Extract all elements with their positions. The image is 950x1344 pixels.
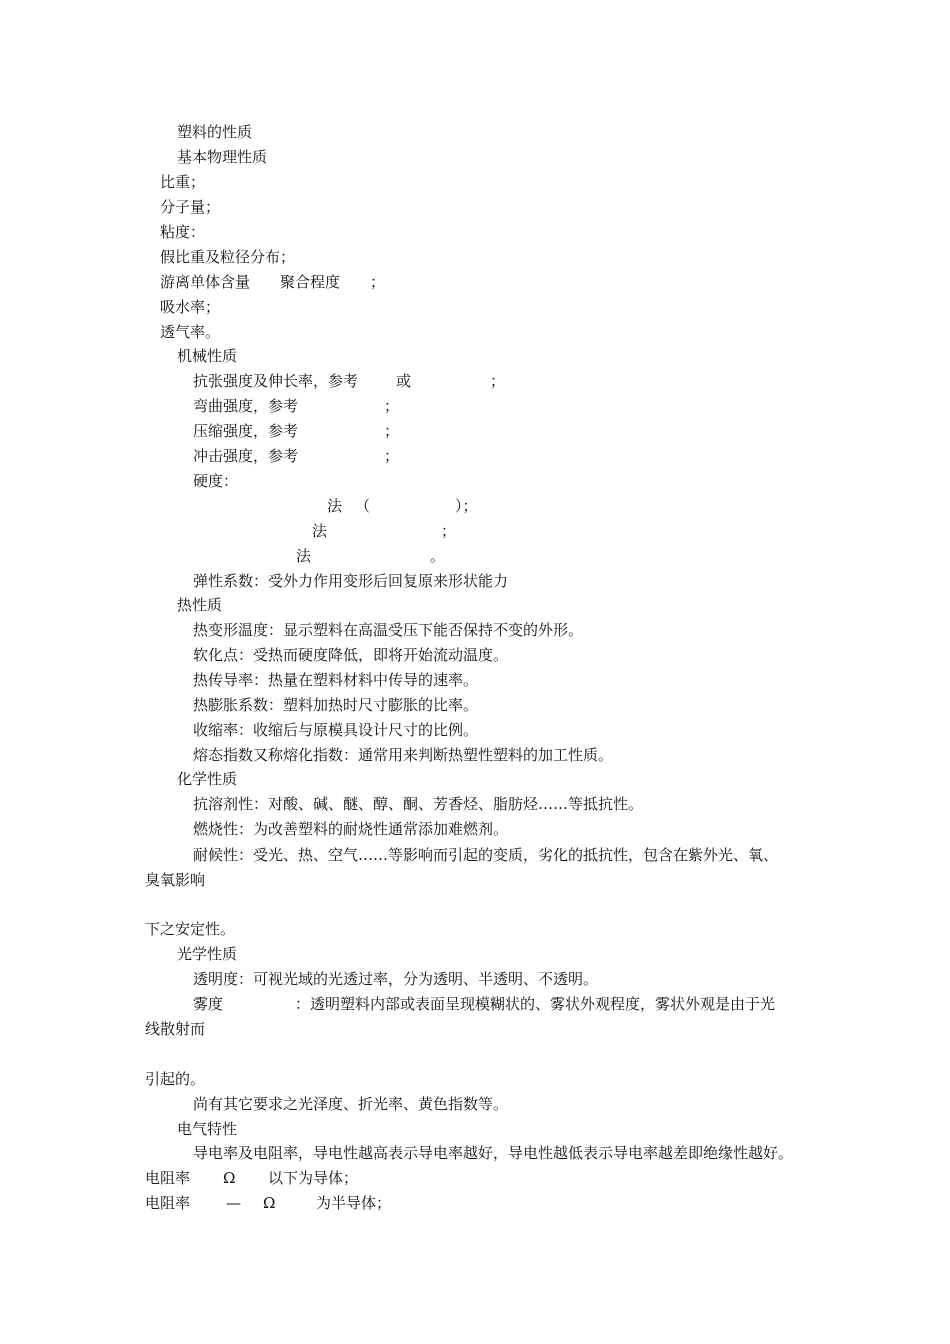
list-item: 法 [312,522,328,540]
list-item: 雾度 [193,995,224,1013]
list-item: 透气率。 [160,323,221,341]
list-item: 电阻率 [145,1194,191,1212]
list-item: 假比重及粒径分布； [160,248,296,266]
list-item: 硬度： [193,472,239,490]
list-item: 下之安定性。 [145,920,236,938]
section-heading: 基本物理性质 [177,148,268,166]
section-heading: 光学性质 [177,945,238,963]
list-item: ）； [455,497,478,515]
list-item: 收缩率：收缩后与原模具设计尺寸的比例。 [193,721,479,739]
list-item: 尚有其它要求之光泽度、折光率、黄色指数等。 [193,1095,509,1113]
list-item: ； [370,273,386,291]
section-heading: 化学性质 [177,770,238,788]
list-item: ； [384,422,400,440]
list-item: 抗张强度及伸长率，参考 [193,372,359,390]
list-item: 游离单体含量 [160,273,251,291]
list-item: 弹性系数：受外力作用变形后回复原来形状能力 [193,572,509,590]
omega-symbol: Ω [263,1194,276,1212]
list-item: 耐候性：受光、热、空气……等影响而引起的变质，劣化的抵抗性，包含在紫外光、氧、 [193,846,779,864]
list-item: 法 [296,547,312,565]
list-item: 热膨胀系数：塑料加热时尺寸膨胀的比率。 [193,696,479,714]
section-heading: 热性质 [177,596,223,614]
list-item: 。 [430,547,446,565]
list-item: 热传导率：热量在塑料材料中传导的速率。 [193,671,479,689]
omega-symbol: Ω [223,1169,236,1187]
list-item: 为半导体； [316,1194,392,1212]
list-item: 热变形温度：显示塑料在高温受压下能否保持不变的外形。 [193,621,584,639]
list-item: 透明度：可视光域的光透过率，分为透明、半透明、不透明。 [193,970,599,988]
list-item: 电阻率 [145,1169,191,1187]
list-item: ：透明塑料内部或表面呈现模糊状的、雾状外观程度，雾状外观是由于光 [295,995,776,1013]
list-item: 吸水率； [160,298,221,316]
list-item: 弯曲强度，参考 [193,397,299,415]
section-heading: 电气特性 [177,1120,238,1138]
list-item: ； [490,372,506,390]
list-item: 以下为导体； [268,1169,359,1187]
list-item: 线散射而 [145,1020,206,1038]
list-item: 软化点：受热而硬度降低，即将开始流动温度。 [193,646,509,664]
list-item: 压缩强度，参考 [193,422,299,440]
dash-symbol: — [226,1194,241,1212]
list-item: 粘度： [160,223,206,241]
list-item: 法 [327,497,343,515]
list-item: 抗溶剂性：对酸、碱、醚、醇、酮、芳香烃、脂肪烃……等抵抗性。 [193,795,644,813]
section-heading: 机械性质 [177,347,238,365]
list-item: ； [384,447,400,465]
list-item: 冲击强度，参考 [193,447,299,465]
list-item: 分子量； [160,198,221,216]
doc-title: 塑料的性质 [177,123,253,141]
list-item: （ [355,497,371,515]
list-item: 导电率及电阻率，导电性越高表示导电率越好，导电性越低表示导电率越差即绝缘性越好。 [193,1144,794,1162]
list-item: 聚合程度 [280,273,341,291]
list-item: 引起的。 [145,1070,206,1088]
list-item: 比重； [160,173,206,191]
list-item: 或 [396,372,412,390]
list-item: 熔态指数又称熔化指数：通常用来判断热塑性塑料的加工性质。 [193,746,614,764]
list-item: 臭氧影响 [145,871,206,889]
list-item: ； [384,397,400,415]
list-item: 燃烧性：为改善塑料的耐烧性通常添加难燃剂。 [193,820,509,838]
list-item: ； [441,522,457,540]
